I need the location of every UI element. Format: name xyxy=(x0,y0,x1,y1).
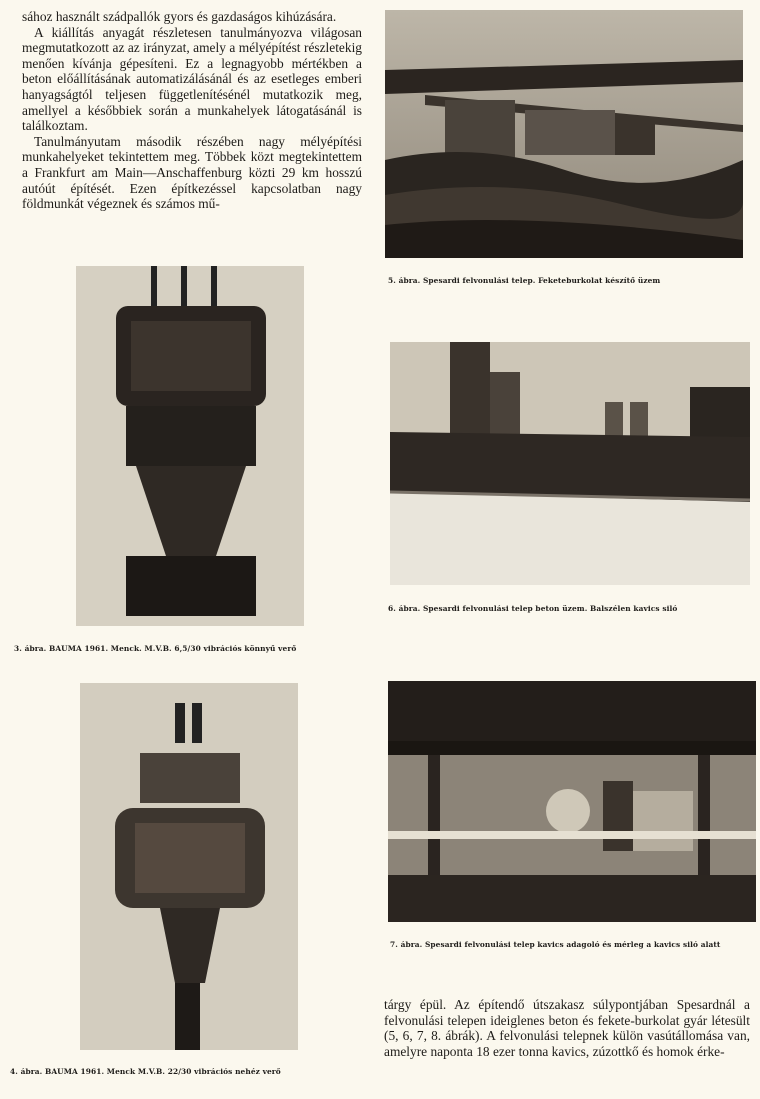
figure-7-caption: 7. ábra. Spesardi felvonulási telep kavics adagoló és mérleg a kavics siló alatt xyxy=(390,940,721,949)
figure-7-photo xyxy=(388,681,756,922)
figure-5-photo xyxy=(385,10,743,258)
paragraph-3: Tanulmányutam második részében nagy mélyépítési munkahelyeket tekintettem meg. Többek közt megtekintettem a Frankfurt am Main—Anschaffenburg közti 29 km hosszú autóút építését. Ezen építkezéssel kapcsolatban nagy földmunkát végeznek és számos mű- xyxy=(22,133,362,212)
figure-6-photo xyxy=(390,342,750,585)
figure-5-caption: 5. ábra. Spesardi felvonulási telep. Feketeburkolat készítő üzem xyxy=(388,276,661,285)
figure-3-photo xyxy=(76,266,304,626)
body-text-right xyxy=(384,997,750,1059)
body-text-left xyxy=(22,9,362,212)
paragraph-1: sához használt szádpallók gyors és gazdaságos kihúzására. xyxy=(22,9,337,24)
figure-4-photo xyxy=(80,683,298,1050)
paragraph-4: tárgy épül. Az építendő útszakasz súlypontjában Spesardnál a felvonulási telepen ideiglenes beton és fekete-burkolat gyár létesült (5, 6, 7, 8. ábrák). A felvonulási telepnek külön vasútállomása van, amelyre naponta 18 ezer tonna kavics, zúzottkő és homok érke- xyxy=(384,997,750,1059)
figure-6-caption: 6. ábra. Spesardi felvonulási telep beton üzem. Balszélen kavics siló xyxy=(388,604,678,613)
figure-3-caption: 3. ábra. BAUMA 1961. Menck. M.V.B. 6,5/30 vibrációs könnyű verő xyxy=(14,644,297,653)
figure-4-caption: 4. ábra. BAUMA 1961. Menck M.V.B. 22/30 vibrációs nehéz verő xyxy=(10,1067,281,1076)
paragraph-2: A kiállítás anyagát részletesen tanulmányozva világosan megmutatkozott az az irányzat, amely a mélyépítést részletekig menően kívánja gépesíteni. Ez a legnagyobb mértékben a beton előállításának automatizálásánál és az esetleges emberi hanyagságtól teljesen függetlenítésénél mutatkozik meg, amellyel a későbbiek során a munkahelyek látogatásánál is találkoztam. xyxy=(22,24,362,134)
